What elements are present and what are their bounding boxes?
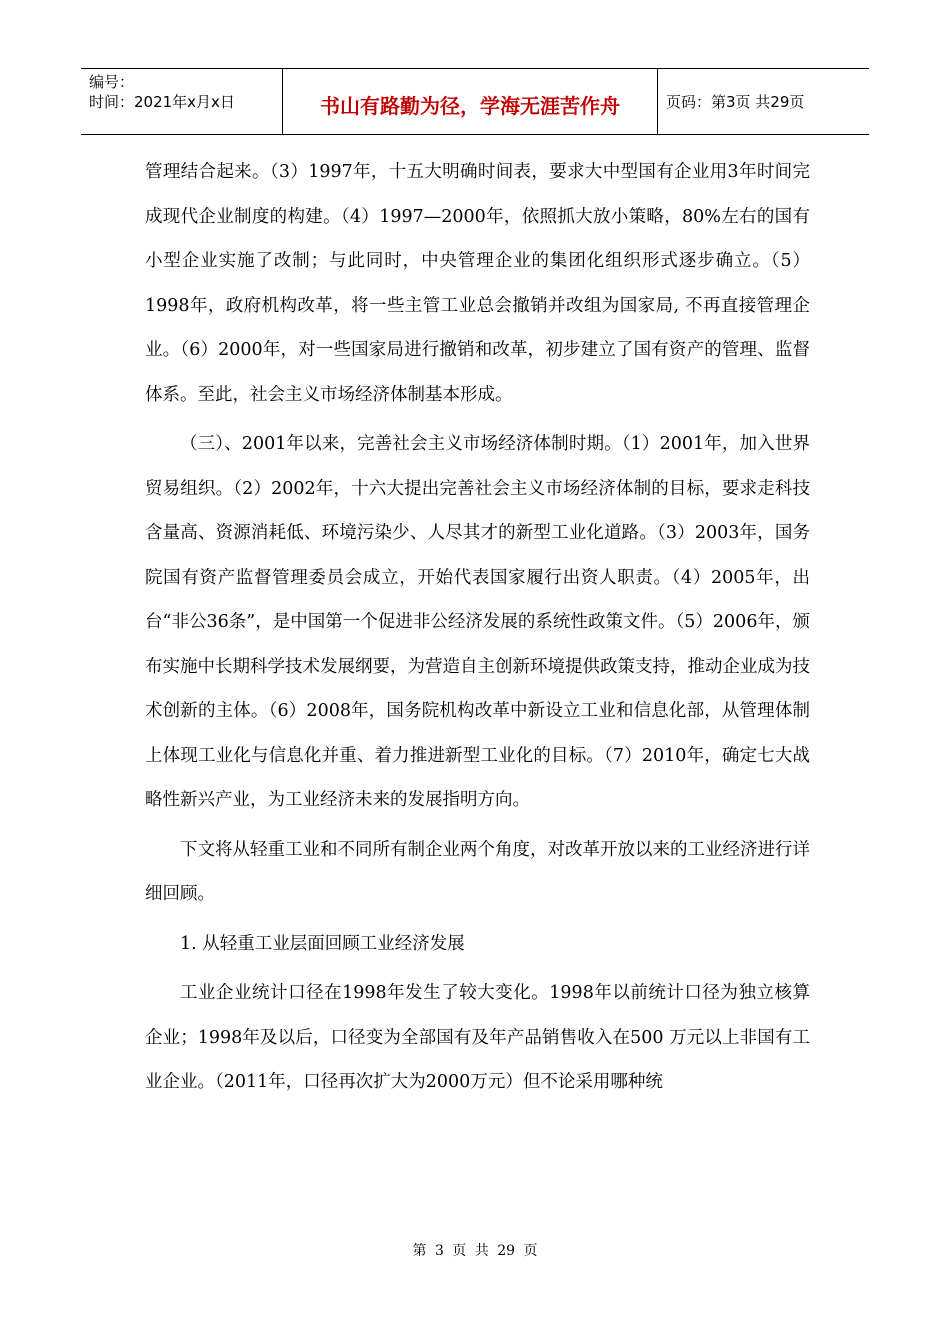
paragraph-continuation: 管理结合起来。（3）1997年，十五大明确时间表，要求大中型国有企业用3年时间完成现代企业制度的构建。（4）1997—2000年，依照抓大放小策略，80%左右的国有小型企业实施了改制；与此同时，中央管理企业的集团化组织形式逐步确立。（5）1998年，政府机构改革，将一些主管工业总会撤销并改组为国家局, 不再直接管理企业。（6）2000年，对一些国家局进行撤销和改革，初步建立了国有资产的管理、监督体系。至此，社会主义市场经济体制基本形成。 — [145, 162, 810, 405]
page-header — [81, 68, 869, 135]
paragraph-period-three: （三）、2001年以来，完善社会主义市场经济体制时期。（1）2001年，加入世界贸易组织。（2）2002年，十六大提出完善社会主义市场经济体制的目标，要求走科技含量高、资源消耗低、环境污染少、人尽其才的新型工业化道路。（3）2003年，国务院国有资产监督管理委员会成立，开始代表国家履行出资人职责。（4）2005年，出台“非公36条”，是中国第一个促进非公经济发展的系统性政策文件。（5）2006年，颁布实施中长期科学技术发展纲要，为营造自主创新环境提供政策支持，推动企业成为技术创新的主体。（6）2008年，国务院机构改革中新设立工业和信息化部，从管理体制上体现工业化与信息化并重、着力推进新型工业化的目标。（7）2010年，确定七大战略性新兴产业，为工业经济未来的发展指明方向。 — [145, 434, 810, 810]
page-footer: 第 3 页 共 29 页 — [412, 1243, 538, 1259]
document-number-label: 编号： — [89, 73, 135, 91]
header-motto: 书山有路勤为径，学海无涯苦作舟 — [282, 69, 658, 134]
header-meta-cell — [81, 69, 282, 134]
document-body — [145, 150, 810, 1105]
paragraph-intro-review: 下文将从轻重工业和不同所有制企业两个角度，对改革开放以来的工业经济进行详细回顾。 — [145, 839, 810, 904]
header-page-info: 页码：第3页 共29页 — [666, 93, 805, 111]
section-heading: 1. 从轻重工业层面回顾工业经济发展 — [180, 933, 465, 954]
document-date-label: 时间：2021年x月x日 — [89, 93, 235, 111]
paragraph-statistics: 工业企业统计口径在1998年发生了较大变化。1998年以前统计口径为独立核算企业；1998年及以后，口径变为全部国有及年产品销售收入在500 万元以上非国有工业企业。（2011年，口径再次扩大为2000万元）但不论采用哪种统 — [145, 983, 810, 1092]
